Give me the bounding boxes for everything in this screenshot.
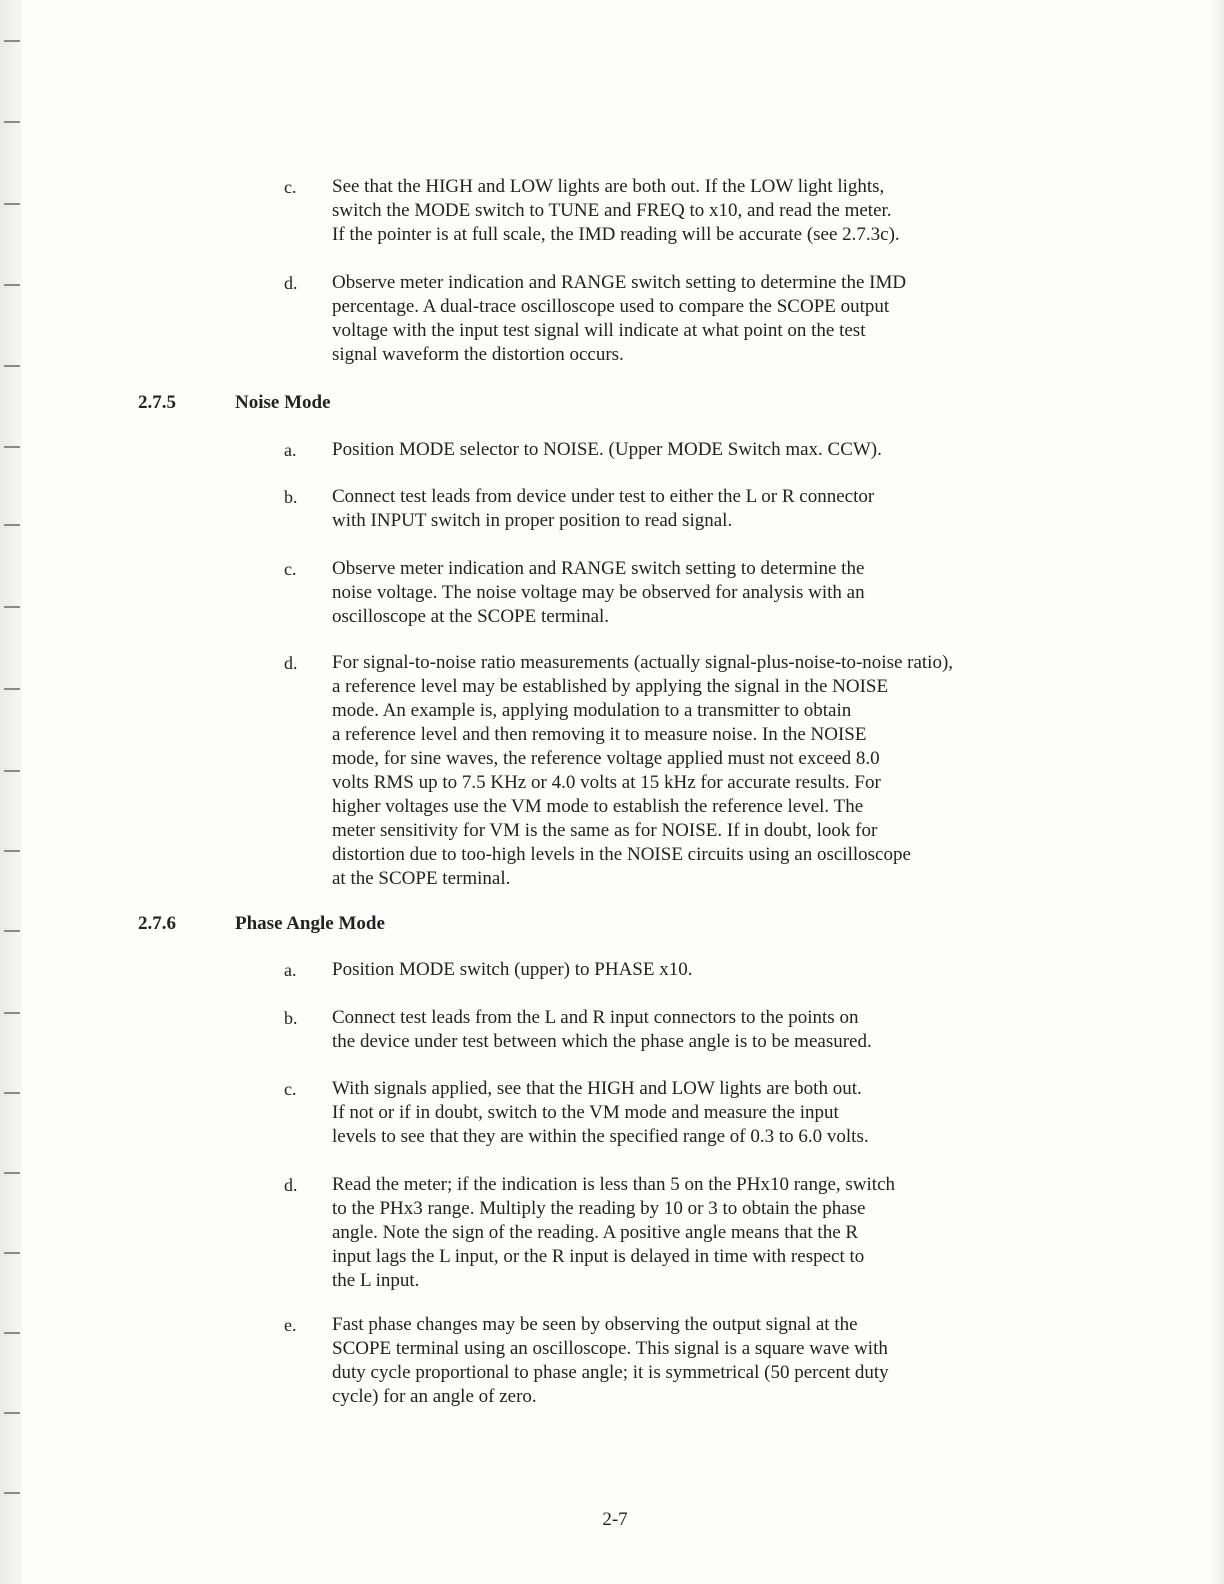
- section-number: 2.7.5: [138, 392, 176, 413]
- binding-mark: [4, 1012, 20, 1014]
- item-text: Observe meter indication and RANGE switch setting to determine the IMD percentage. A dual-trace oscilloscope used to compare the SCOPE output voltage with the input test signal will indicate at what point on the test signal waveform the distortion occurs.: [332, 272, 907, 365]
- item-text: Observe meter indication and RANGE switch setting to determine the noise voltage. The noise voltage may be observed for analysis with an oscilloscope at the SCOPE terminal.: [332, 558, 865, 627]
- item-text: Connect test leads from device under test to either the L or R connector with INPUT switch in proper position to read signal.: [332, 486, 875, 531]
- binding-mark: [4, 203, 20, 205]
- binding-mark: [4, 930, 20, 932]
- binding-mark: [4, 446, 20, 448]
- item-letter: c.: [284, 1079, 297, 1099]
- binding-mark: [4, 1412, 20, 1414]
- page-edge: [1210, 0, 1224, 1584]
- item-letter: c.: [284, 559, 297, 579]
- binding-mark: [4, 1332, 20, 1334]
- binding-mark: [4, 688, 20, 690]
- section-number: 2.7.6: [138, 913, 176, 934]
- item-letter: a.: [284, 440, 297, 460]
- item-letter: b.: [284, 1008, 298, 1028]
- binding-mark: [4, 121, 20, 123]
- binding-mark: [4, 606, 20, 608]
- item-text: Read the meter; if the indication is less than 5 on the PHx10 range, switch to the PHx3 range. Multiply the reading by 10 or 3 to obtain the phase angle. Note the sign of the reading. A positive angle means that the R input lags the L input, or the R input is delayed in time with respect to the L input.: [332, 1174, 896, 1291]
- item-text: Connect test leads from the L and R input connectors to the points on the device under test between which the phase angle is to be measured.: [332, 1007, 872, 1052]
- binding-mark: [4, 1172, 20, 1174]
- item-text: Position MODE switch (upper) to PHASE x10.: [332, 959, 693, 980]
- item-letter: c.: [284, 177, 297, 197]
- section-title: Noise Mode: [235, 392, 331, 413]
- item-letter: e.: [284, 1315, 297, 1335]
- section-title: Phase Angle Mode: [235, 913, 385, 934]
- binding-mark: [4, 1092, 20, 1094]
- binding-edge: [0, 0, 22, 1584]
- item-text: See that the HIGH and LOW lights are both out. If the LOW light lights, switch the MODE switch to TUNE and FREQ to x10, and read the meter. If the pointer is at full scale, the IMD reading will be accurate (see 2.7.3c).: [332, 176, 900, 245]
- item-text: Fast phase changes may be seen by observing the output signal at the SCOPE terminal using an oscilloscope. This signal is a square wave with duty cycle proportional to phase angle; it is symmetrical (50 percent duty cycle) for an angle of zero.: [332, 1314, 889, 1407]
- item-letter: d.: [284, 273, 298, 293]
- binding-mark: [4, 40, 20, 42]
- item-text: Position MODE selector to NOISE. (Upper MODE Switch max. CCW).: [332, 439, 882, 460]
- item-letter: a.: [284, 960, 297, 980]
- binding-mark: [4, 770, 20, 772]
- binding-mark: [4, 365, 20, 367]
- item-text: With signals applied, see that the HIGH and LOW lights are both out. If not or if in doubt, switch to the VM mode and measure the input levels to see that they are within the specified range of 0.3 to 6.0 volts.: [332, 1078, 869, 1147]
- item-letter: b.: [284, 487, 298, 507]
- item-letter: d.: [284, 1175, 298, 1195]
- binding-mark: [4, 850, 20, 852]
- binding-mark: [4, 1492, 20, 1494]
- binding-mark: [4, 284, 20, 286]
- page-number: 2-7: [602, 1509, 628, 1530]
- item-letter: d.: [284, 653, 298, 673]
- binding-mark: [4, 524, 20, 526]
- item-text: For signal-to-noise ratio measurements (actually signal-plus-noise-to-noise ratio), a reference level may be established by applying the signal in the NOISE mode. An example is, applying modulation to a transmitter to obtain a reference level and then removing it to measure noise. In the NOISE mode, for sine waves, the reference voltage applied must not exceed 8.0 volts RMS up to 7.5 KHz or 4.0 volts at 15 kHz for accurate results. For higher voltages use the VM mode to establish the reference level. The meter sensitivity for VM is the same as for NOISE. If in doubt, look for distortion due to too-high levels in the NOISE circuits using an oscilloscope at the SCOPE terminal.: [332, 652, 954, 889]
- binding-mark: [4, 1252, 20, 1254]
